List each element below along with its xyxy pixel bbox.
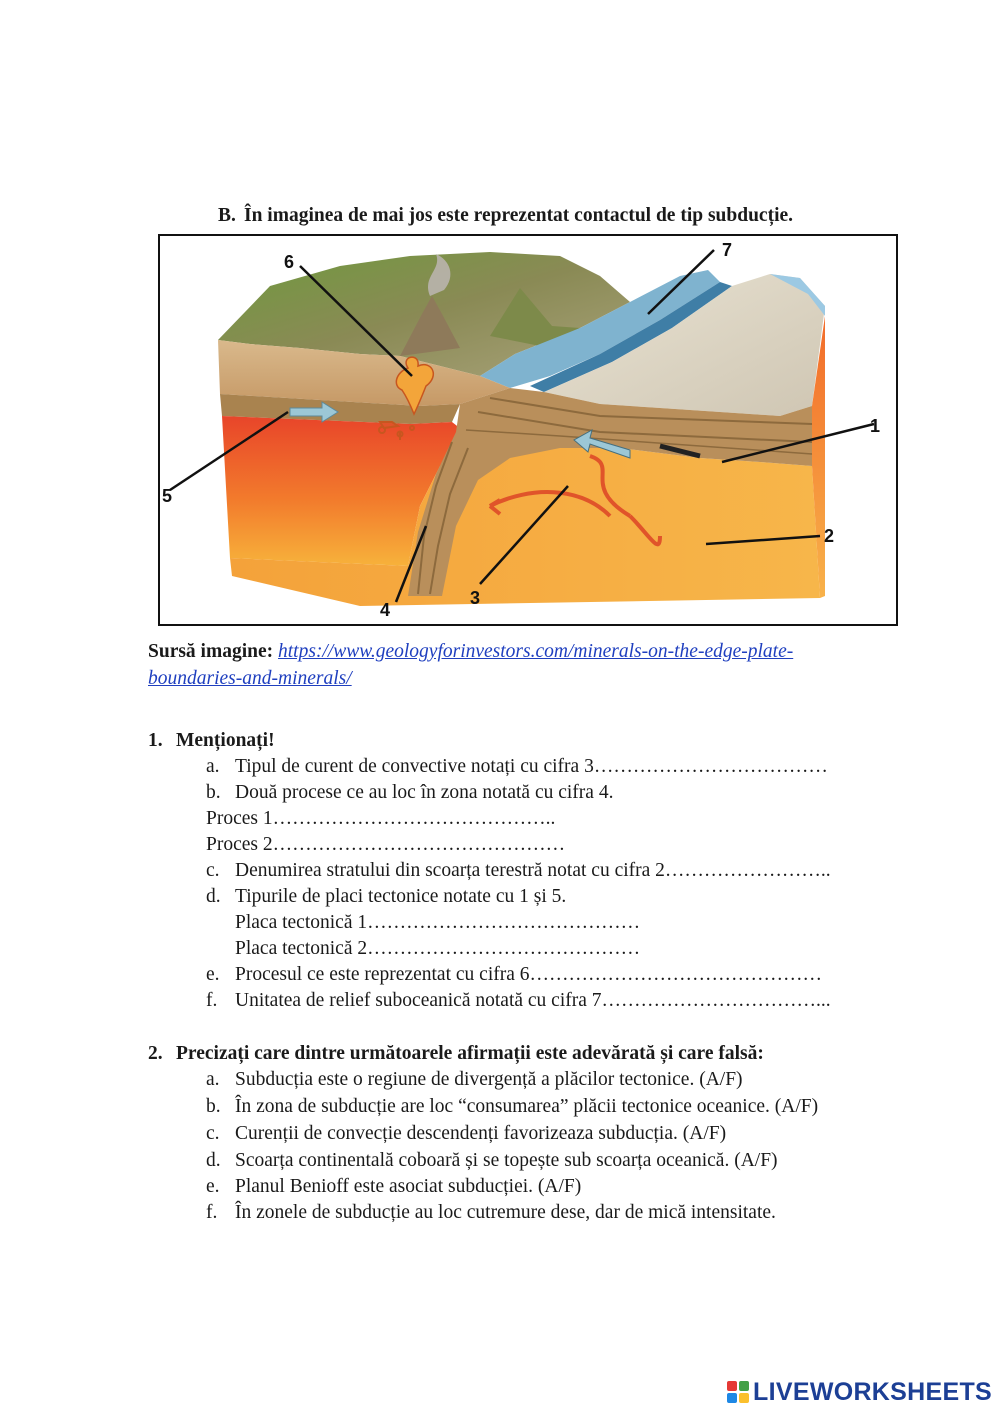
question-2-text: Precizați care dintre următoarele afirmații este adevărată și care falsă: [176, 1043, 764, 1064]
q2-item-c [206, 1123, 726, 1145]
item-letter: a. [206, 756, 220, 777]
section-title: În imaginea de mai jos este reprezentat contactul de tip subducție. [244, 205, 794, 226]
q1-item-a [206, 756, 828, 778]
q1-item-d [206, 886, 566, 908]
item-letter: e. [206, 1176, 220, 1197]
label-7: 7 [722, 240, 733, 260]
item-text: Unitatea de relief suboceanică notată cu cifra 7……………………………... [235, 990, 831, 1011]
q1-plate-2: Placa tectonică 2…………………………………… [235, 938, 641, 959]
q2-item-e [206, 1176, 581, 1198]
q1-item-c [206, 860, 831, 882]
item-text: În zonele de subducție au loc cutremure dese, dar de mică intensitate. [235, 1202, 776, 1223]
section-heading [218, 205, 793, 227]
item-letter: d. [206, 886, 221, 907]
logo-square [727, 1381, 737, 1391]
source-link-part1[interactable]: https://www.geologyforinvestors.com/minerals-on-the-edge-plate- [278, 641, 794, 662]
item-letter: c. [206, 1123, 220, 1144]
question-1-title [148, 730, 275, 752]
item-letter: f. [206, 1202, 218, 1223]
q2-item-a [206, 1069, 743, 1091]
item-letter: c. [206, 860, 220, 881]
logo-square [739, 1381, 749, 1391]
logo-text: LIVEWORKSHEETS [753, 1377, 992, 1406]
question-1-text: Menționați! [176, 730, 275, 751]
label-5: 5 [162, 486, 173, 506]
item-letter: b. [206, 782, 221, 803]
item-text: Tipurile de placi tectonice notate cu 1 și 5. [235, 886, 567, 907]
label-1: 1 [870, 416, 881, 436]
logo-squares-icon [727, 1381, 749, 1403]
item-text: Subducția este o regiune de divergență a plăcilor tectonice. (A/F) [235, 1069, 743, 1090]
q2-item-d [206, 1150, 778, 1172]
liveworksheets-logo [727, 1379, 992, 1405]
item-text: În zona de subducție are loc “consumarea” plăcii tectonice oceanice. (A/F) [235, 1096, 819, 1117]
subduction-diagram [158, 234, 898, 626]
q1-process-1: Proces 1…………………………………….. [206, 808, 556, 829]
label-6: 6 [284, 252, 295, 272]
image-source [148, 638, 928, 692]
item-letter: e. [206, 964, 220, 985]
item-text: Scoarța continentală coboară și se topește sub scoarța oceanică. (A/F) [235, 1150, 778, 1171]
q2-item-f [206, 1202, 776, 1224]
q1-item-f [206, 990, 831, 1012]
item-letter: a. [206, 1069, 220, 1090]
label-4: 4 [380, 600, 391, 620]
subduction-diagram-svg [160, 236, 896, 624]
q1-plate-1: Placa tectonică 1…………………………………… [235, 912, 641, 933]
label-2: 2 [824, 526, 835, 546]
section-letter: B. [218, 205, 236, 226]
source-label: Sursă imagine: [148, 641, 274, 662]
q2-item-b [206, 1096, 818, 1118]
q1-item-e [206, 964, 822, 986]
source-link-part2[interactable]: boundaries-and-minerals/ [148, 668, 352, 689]
logo-square [727, 1393, 737, 1403]
item-letter: b. [206, 1096, 221, 1117]
item-text: Două procese ce au loc în zona notată cu cifra 4. [235, 782, 614, 803]
q1-process-2: Proces 2……………………………………… [206, 834, 566, 855]
item-text: Procesul ce este reprezentat cu cifra 6……………………………………… [235, 964, 822, 985]
item-letter: f. [206, 990, 218, 1011]
item-letter: d. [206, 1150, 221, 1171]
question-1-number: 1. [148, 730, 163, 751]
item-text: Curenții de convecție descendenți favorizeaza subducția. (A/F) [235, 1123, 727, 1144]
item-text: Planul Benioff este asociat subducției. (A/F) [235, 1176, 582, 1197]
item-text: Denumirea stratului din scoarța terestră notat cu cifra 2…………………….. [235, 860, 831, 881]
label-3: 3 [470, 588, 481, 608]
item-text: Tipul de curent de convective notați cu cifra 3……………………………… [235, 756, 828, 777]
question-2-number: 2. [148, 1043, 163, 1064]
logo-square [739, 1393, 749, 1403]
question-2-title [148, 1043, 764, 1065]
q1-item-b [206, 782, 613, 804]
